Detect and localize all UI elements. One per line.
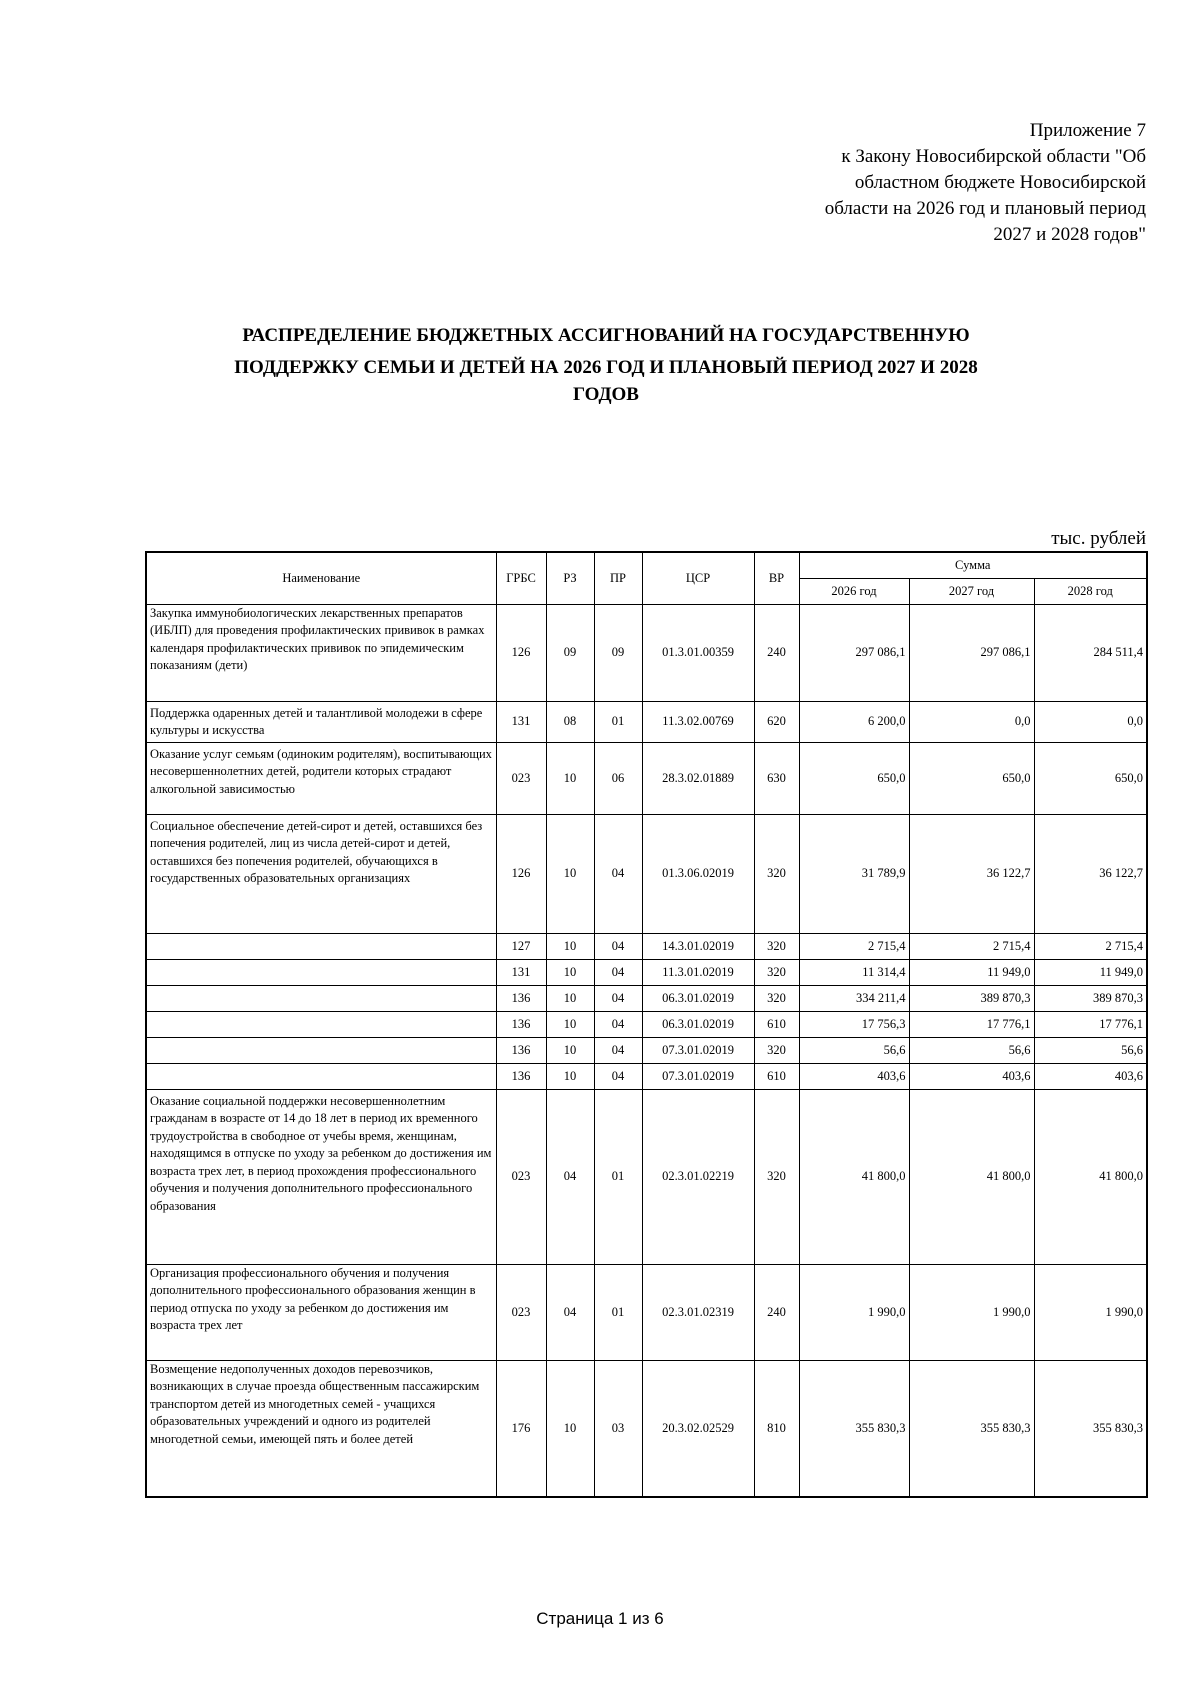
row-sum-2027: 355 830,3 [909,1360,1034,1497]
row-sum-2027: 56,6 [909,1037,1034,1063]
row-rz: 10 [546,985,594,1011]
row-name [146,933,496,959]
table-row [146,814,1147,933]
row-sum-2028: 11 949,0 [1034,959,1147,985]
row-grbs: 023 [496,1089,546,1264]
row-rz: 09 [546,604,594,701]
row-pr: 01 [594,1089,642,1264]
header-grbs: ГРБС [496,552,546,604]
row-vr: 320 [754,933,799,959]
row-name: Социальное обеспечение детей-сирот и детей, оставшихся без попечения родителей, лиц из числа детей-сирот и детей, оставшихся без попечения родителей, обучающихся в государственных образовательных организациях [146,814,496,933]
row-pr: 04 [594,814,642,933]
row-vr: 620 [754,701,799,742]
row-sum-2026: 334 211,4 [799,985,909,1011]
row-grbs: 127 [496,933,546,959]
row-csr: 28.3.02.01889 [642,742,754,814]
row-csr: 11.3.02.00769 [642,701,754,742]
row-grbs: 126 [496,604,546,701]
row-sum-2028: 389 870,3 [1034,985,1147,1011]
row-csr: 14.3.01.02019 [642,933,754,959]
row-rz: 08 [546,701,594,742]
header-rz: РЗ [546,552,594,604]
title-line: РАСПРЕДЕЛЕНИЕ БЮДЖЕТНЫХ АССИГНОВАНИЙ НА ГОСУДАРСТВЕННУЮ [242,325,970,346]
row-sum-2027: 2 715,4 [909,933,1034,959]
row-sum-2026: 403,6 [799,1063,909,1089]
row-csr: 11.3.01.02019 [642,959,754,985]
row-csr: 02.3.01.02219 [642,1089,754,1264]
row-rz: 10 [546,1011,594,1037]
header-name: Наименование [146,552,496,604]
header-year-2028: 2028 год [1034,578,1147,604]
row-name [146,1011,496,1037]
row-grbs: 136 [496,1037,546,1063]
row-sum-2028: 355 830,3 [1034,1360,1147,1497]
row-sum-2026: 17 756,3 [799,1011,909,1037]
table-row [146,985,1147,1011]
row-grbs: 131 [496,959,546,985]
header-year-2027: 2027 год [909,578,1034,604]
row-csr: 20.3.02.02529 [642,1360,754,1497]
row-vr: 810 [754,1360,799,1497]
row-name [146,959,496,985]
row-csr: 02.3.01.02319 [642,1264,754,1360]
row-grbs: 126 [496,814,546,933]
row-grbs: 176 [496,1360,546,1497]
row-vr: 320 [754,1037,799,1063]
row-vr: 610 [754,1063,799,1089]
table-row [146,1089,1147,1264]
row-grbs: 136 [496,1063,546,1089]
row-pr: 06 [594,742,642,814]
row-sum-2026: 11 314,4 [799,959,909,985]
appendix-line: областном бюджете Новосибирской [854,172,1146,193]
row-sum-2028: 403,6 [1034,1063,1147,1089]
row-pr: 04 [594,933,642,959]
header-csr: ЦСР [642,552,754,604]
table-row [146,742,1147,814]
page-number: Страница 1 из 6 [536,1609,664,1628]
table-row [146,1011,1147,1037]
row-sum-2026: 41 800,0 [799,1089,909,1264]
budget-table [145,551,1148,1498]
row-pr: 04 [594,959,642,985]
row-sum-2028: 650,0 [1034,742,1147,814]
row-csr: 01.3.06.02019 [642,814,754,933]
row-rz: 10 [546,1063,594,1089]
row-csr: 06.3.01.02019 [642,1011,754,1037]
row-rz: 10 [546,1360,594,1497]
row-name [146,1063,496,1089]
row-sum-2026: 31 789,9 [799,814,909,933]
row-name: Поддержка одаренных детей и талантливой молодежи в сфере культуры и искусства [146,701,496,742]
row-sum-2027: 1 990,0 [909,1264,1034,1360]
row-sum-2027: 11 949,0 [909,959,1034,985]
row-grbs: 136 [496,985,546,1011]
row-sum-2026: 6 200,0 [799,701,909,742]
row-rz: 10 [546,1037,594,1063]
document-title [145,320,1067,406]
row-rz: 04 [546,1089,594,1264]
row-name: Закупка иммунобиологических лекарственных препаратов (ИБЛП) для проведения профилактических прививок в рамках календаря профилактических прививок по эпидемическим показаниям (дети) [146,604,496,701]
row-grbs: 023 [496,742,546,814]
row-name: Оказание социальной поддержки несовершеннолетним гражданам в возрасте от 14 до 18 лет в период их временного трудоустройства в свободное от учебы время, женщинам, находящимся в отпуске по уходу за ребенком до достижения им возраста трех лет, в период прохождения профессионального обучения и получения дополнительного профессионального образования [146,1089,496,1264]
row-sum-2026: 2 715,4 [799,933,909,959]
row-pr: 04 [594,1011,642,1037]
row-rz: 10 [546,742,594,814]
row-sum-2028: 284 511,4 [1034,604,1147,701]
row-sum-2027: 41 800,0 [909,1089,1034,1264]
table-row [146,1063,1147,1089]
row-pr: 01 [594,701,642,742]
row-sum-2028: 2 715,4 [1034,933,1147,959]
row-sum-2026: 297 086,1 [799,604,909,701]
row-vr: 630 [754,742,799,814]
row-name: Организация профессионального обучения и получения дополнительного профессионального образования женщин в период отпуска по уходу за ребенком до достижения им возраста трех лет [146,1264,496,1360]
row-rz: 10 [546,933,594,959]
row-sum-2026: 355 830,3 [799,1360,909,1497]
table-row [146,933,1147,959]
row-csr: 06.3.01.02019 [642,985,754,1011]
row-sum-2028: 0,0 [1034,701,1147,742]
row-vr: 320 [754,1089,799,1264]
row-rz: 10 [546,814,594,933]
appendix-line: 2027 и 2028 годов" [993,224,1146,245]
row-vr: 240 [754,1264,799,1360]
row-rz: 04 [546,1264,594,1360]
table-row [146,604,1147,701]
row-sum-2026: 650,0 [799,742,909,814]
row-sum-2027: 650,0 [909,742,1034,814]
row-sum-2028: 17 776,1 [1034,1011,1147,1037]
row-sum-2027: 17 776,1 [909,1011,1034,1037]
appendix-note [825,118,1146,248]
row-vr: 240 [754,604,799,701]
row-sum-2027: 0,0 [909,701,1034,742]
row-csr: 07.3.01.02019 [642,1037,754,1063]
appendix-line: Приложение 7 [1029,120,1146,141]
row-vr: 320 [754,985,799,1011]
row-sum-2028: 41 800,0 [1034,1089,1147,1264]
row-vr: 320 [754,959,799,985]
row-grbs: 023 [496,1264,546,1360]
table-row [146,1360,1147,1497]
row-vr: 320 [754,814,799,933]
row-grbs: 131 [496,701,546,742]
row-pr: 04 [594,1037,642,1063]
header-sum: Сумма [799,552,1147,578]
row-sum-2027: 403,6 [909,1063,1034,1089]
header-vr: ВР [754,552,799,604]
row-pr: 04 [594,1063,642,1089]
header-pr: ПР [594,552,642,604]
row-sum-2027: 36 122,7 [909,814,1034,933]
row-pr: 01 [594,1264,642,1360]
title-line: ПОДДЕРЖКУ СЕМЬИ И ДЕТЕЙ НА 2026 ГОД И ПЛАНОВЫЙ ПЕРИОД 2027 И 2028 [234,357,978,378]
row-sum-2027: 297 086,1 [909,604,1034,701]
row-sum-2028: 1 990,0 [1034,1264,1147,1360]
row-sum-2028: 36 122,7 [1034,814,1147,933]
row-name [146,1037,496,1063]
row-vr: 610 [754,1011,799,1037]
row-pr: 04 [594,985,642,1011]
units-label: тыс. рублей [1051,528,1146,549]
table-row [146,1264,1147,1360]
row-sum-2027: 389 870,3 [909,985,1034,1011]
table-row [146,701,1147,742]
row-csr: 07.3.01.02019 [642,1063,754,1089]
row-sum-2028: 56,6 [1034,1037,1147,1063]
row-grbs: 136 [496,1011,546,1037]
header-year-2026: 2026 год [799,578,909,604]
appendix-line: области на 2026 год и плановый период [824,198,1146,219]
row-sum-2026: 56,6 [799,1037,909,1063]
row-sum-2026: 1 990,0 [799,1264,909,1360]
appendix-line: к Закону Новосибирской области "Об [841,146,1146,167]
row-csr: 01.3.01.00359 [642,604,754,701]
row-name: Оказание услуг семьям (одиноким родителям), воспитывающих несовершеннолетних детей, родители которых страдают алкогольной зависимостью [146,742,496,814]
row-rz: 10 [546,959,594,985]
row-name [146,985,496,1011]
table-row [146,1037,1147,1063]
row-name: Возмещение недополученных доходов перевозчиков, возникающих в случае проезда общественным пассажирским транспортом детей из многодетных семей - учащихся образовательных учреждений и одного из родителей многодетной семьи, имеющей пять и более детей [146,1360,496,1497]
title-line: ГОДОВ [573,384,639,405]
table-row [146,959,1147,985]
row-pr: 03 [594,1360,642,1497]
row-pr: 09 [594,604,642,701]
